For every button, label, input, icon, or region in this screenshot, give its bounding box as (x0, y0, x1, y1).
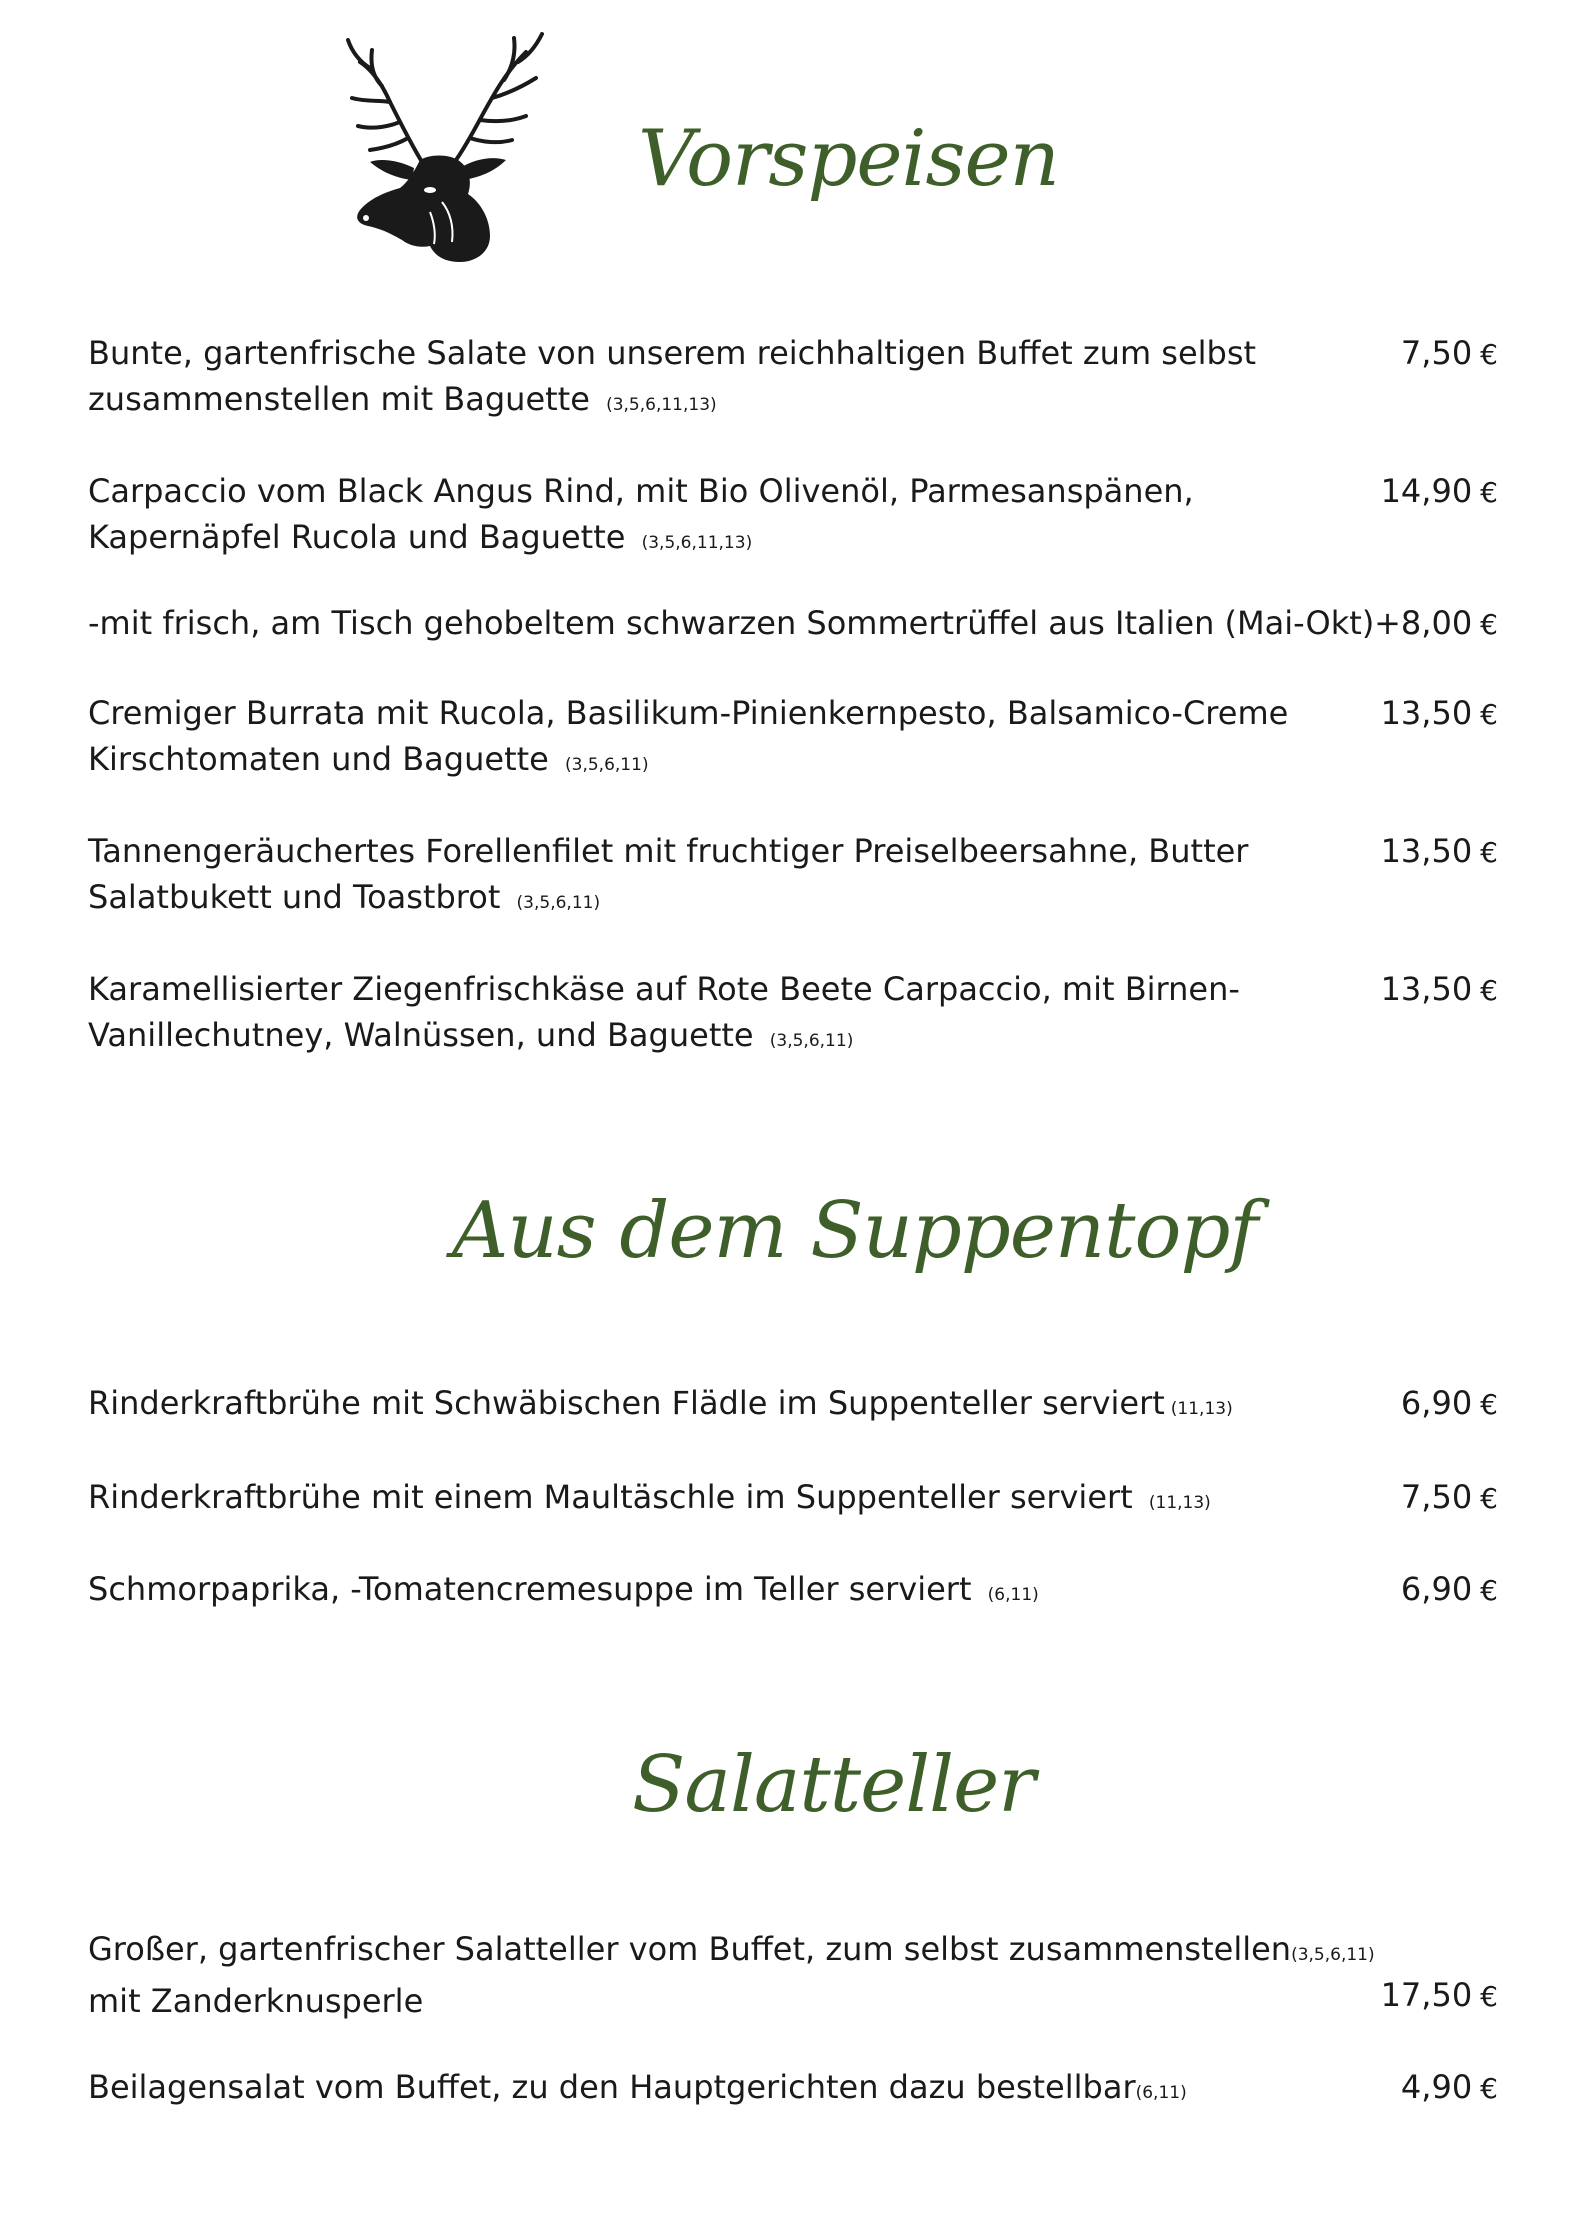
item-price: +8,00 (1374, 604, 1473, 642)
item-description: Karamellisierter Ziegenfrischkäse auf Rote Beete Carpaccio, mit Birnen-Vanillechutney, Walnüssen, und Baguette (88, 970, 1240, 1054)
currency-symbol: € (1480, 1388, 1498, 1421)
currency-symbol: € (1480, 608, 1498, 641)
currency-symbol: € (1480, 338, 1498, 371)
allergen-codes: (3,5,6,11) (565, 755, 649, 775)
stag-head-icon (330, 22, 560, 267)
currency-symbol: € (1480, 1482, 1498, 1515)
currency-symbol: € (1480, 1574, 1498, 1607)
item-price: 6,90 (1400, 1384, 1473, 1422)
item-price: 7,50 (1400, 334, 1473, 372)
item-description: Großer, gartenfrischer Salatteller vom Buffet, zum selbst zusammenstellen (88, 1930, 1292, 1968)
allergen-codes: (3,5,6,11) (516, 893, 601, 913)
item-price: 13,50 (1380, 832, 1473, 870)
item-price: 14,90 (1380, 472, 1473, 510)
item-description: Rinderkraftbrühe mit einem Maultäschle im Suppenteller serviert (88, 1478, 1133, 1516)
item-price: 13,50 (1380, 694, 1473, 732)
allergen-codes: (6,11) (987, 1585, 1039, 1605)
currency-symbol: € (1480, 836, 1498, 869)
item-price: 7,50 (1400, 1478, 1473, 1516)
allergen-codes: (3,5,6,11,13) (606, 395, 717, 415)
item-description: Tannengeräuchertes Forellenfilet mit fruchtiger Preiselbeersahne, Butter Salatbukett und Toastbrot (88, 832, 1249, 916)
allergen-codes: (3,5,6,11,13) (641, 533, 753, 553)
allergen-codes: (11,13) (1148, 1493, 1211, 1513)
currency-symbol: € (1480, 476, 1498, 509)
currency-symbol: € (1480, 974, 1498, 1007)
item-description: Cremiger Burrata mit Rucola, Basilikum-Pinienkernpesto, Balsamico-Creme Kirschtomaten und Baguette (88, 694, 1289, 778)
item-price: 17,50 (1380, 1976, 1473, 2014)
allergen-codes: (3,5,6,11) (769, 1031, 854, 1051)
currency-symbol: € (1480, 2072, 1498, 2105)
allergen-codes: (11,13) (1170, 1399, 1233, 1419)
currency-symbol: € (1480, 1980, 1498, 2013)
item-description: Schmorpaprika, -Tomatencremesuppe im Teller serviert (88, 1570, 972, 1608)
item-price: 4,90 (1400, 2068, 1473, 2106)
section-title-suppentopf: Aus dem Suppentopf (452, 1186, 1258, 1276)
item-description: Carpaccio vom Black Angus Rind, mit Bio Olivenöl, Parmesanspänen, Kapernäpfel Rucola und Baguette (88, 472, 1194, 556)
item-description: Beilagensalat vom Buffet, zu den Hauptgerichten dazu bestellbar (88, 2068, 1136, 2106)
item-description: Rinderkraftbrühe mit Schwäbischen Flädle im Suppenteller serviert (88, 1384, 1165, 1422)
item-description-extra: mit Zanderknusperle (88, 1982, 424, 2020)
item-description: Bunte, gartenfrische Salate von unserem reichhaltigen Buffet zum selbst zusammenstellen mit Baguette (88, 334, 1257, 418)
item-price: 13,50 (1380, 970, 1473, 1008)
item-price: 6,90 (1400, 1570, 1473, 1608)
allergen-codes: (3,5,6,11) (1291, 1945, 1375, 1965)
section-title-vorspeisen: Vorspeisen (638, 114, 1059, 204)
section-title-salatteller: Salatteller (632, 1740, 1035, 1830)
allergen-codes: (6,11) (1135, 2083, 1187, 2103)
item-description: -mit frisch, am Tisch gehobeltem schwarzen Sommertrüffel aus Italien (Mai-Okt) (88, 604, 1375, 642)
currency-symbol: € (1480, 698, 1498, 731)
